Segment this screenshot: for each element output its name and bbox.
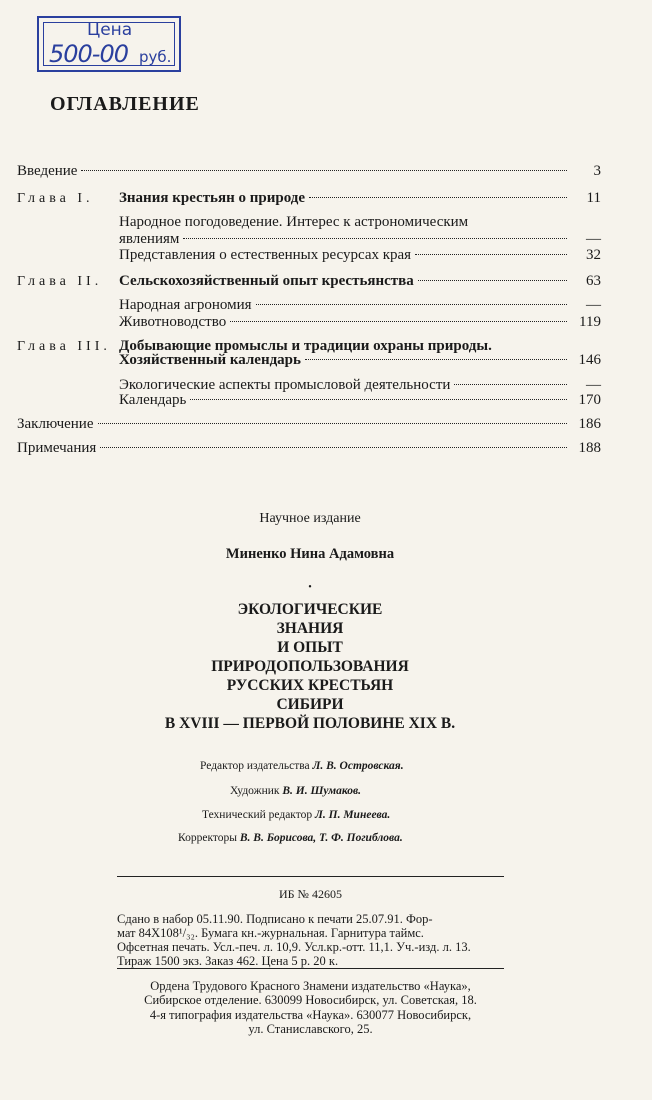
- staff-artist: [230, 785, 361, 797]
- staff-editor: [200, 760, 404, 772]
- book-title-line: ЗНАНИЯ: [276, 620, 344, 637]
- leader-dots: [256, 304, 568, 305]
- publisher-line: ул. Станиславского, 25.: [248, 1022, 373, 1036]
- toc-page: 32: [586, 247, 601, 263]
- staff-name: В. И. Шумаков.: [282, 785, 362, 797]
- book-title-line: СИБИРИ: [276, 696, 344, 713]
- toc-page: 3: [593, 163, 601, 179]
- staff-role: Технический редактор: [202, 809, 313, 821]
- tech-line: Сдано в набор 05.11.90. Подписано к печати 25.07.91. Фор-: [117, 912, 433, 926]
- book-title-line: ПРИРОДОПОЛЬЗОВАНИЯ: [211, 658, 409, 675]
- toc-label: Народная агрономия: [119, 297, 252, 313]
- staff-role: Художник: [230, 785, 280, 797]
- toc-page: 170: [578, 392, 601, 408]
- toc-page: 186: [578, 416, 601, 432]
- toc-page: —: [586, 231, 601, 247]
- staff-name: Л. В. Островская.: [312, 760, 404, 772]
- stamp-price: 500-00: [49, 40, 129, 68]
- toc-label: Животноводство: [119, 314, 227, 330]
- toc-sub-line: Народное погодоведение. Интерес к астрономическим: [119, 214, 469, 230]
- toc-sub-entry: [119, 391, 601, 409]
- printing-house-info: [117, 1008, 504, 1036]
- staff-role: Корректоры: [178, 832, 237, 844]
- staff-name: Л. П. Минеева.: [315, 809, 391, 821]
- toc-label: Примечания: [17, 440, 97, 456]
- toc-label: Введение: [17, 163, 78, 179]
- publisher-line: 4-я типография издательства «Наука». 630077 Новосибирск,: [149, 1008, 472, 1022]
- staff-role: Редактор издательства: [200, 760, 310, 772]
- chapter-number: Глава III.: [17, 339, 111, 354]
- divider-bottom: [117, 968, 504, 969]
- book-title: [150, 600, 470, 733]
- toc-label: Экологические аспекты промысловой деятельности: [119, 377, 451, 393]
- leader-dots: [415, 254, 567, 255]
- publisher-info: [117, 979, 504, 1007]
- separator-bullet: •: [308, 582, 312, 593]
- chapter-title: Знания крестьян о природе: [119, 190, 306, 206]
- chapter-number: Глава I.: [17, 191, 94, 206]
- edition-type: Научное издание: [259, 511, 361, 526]
- toc-chapter-1: [17, 189, 601, 208]
- publisher-line: Сибирское отделение. 630099 Новосибирск, ул. Советская, 18.: [144, 993, 477, 1007]
- toc-label: Календарь: [119, 392, 187, 408]
- price-stamp: [37, 16, 181, 72]
- book-title-line: И ОПЫТ: [277, 639, 343, 656]
- toc-sub-entry: [119, 313, 601, 331]
- leader-dots: [418, 280, 567, 281]
- toc-label: Представления о естественных ресурсах края: [119, 247, 412, 263]
- toc-page: 119: [579, 314, 601, 330]
- toc-label: явлениям: [119, 231, 180, 247]
- toc-entry-intro: [17, 162, 601, 180]
- stamp-label: Цена: [87, 20, 133, 40]
- chapter-title: Сельскохозяйственный опыт крестьянства: [119, 273, 414, 289]
- author-name: Миненко Нина Адамовна: [225, 546, 395, 562]
- toc-entry-conclusion: [17, 415, 601, 433]
- toc-chapter-2: [17, 272, 601, 291]
- publisher-line: Ордена Трудового Красного Знамени издательство «Наука»,: [150, 979, 471, 993]
- ib-number: ИБ № 42605: [278, 887, 342, 901]
- staff-correctors: [178, 832, 403, 844]
- divider-top: [117, 876, 504, 877]
- tech-line: Офсетная печать. Усл.-печ. л. 10,9. Усл.кр.-отт. 11,1. Уч.-изд. л. 13.: [117, 940, 471, 954]
- leader-dots: [190, 399, 567, 400]
- chapter-number: Глава II.: [17, 274, 103, 289]
- leader-dots: [98, 423, 568, 424]
- book-title-line: В XVIII — ПЕРВОЙ ПОЛОВИНЕ XIX В.: [164, 715, 456, 732]
- toc-entry-notes: [17, 439, 601, 457]
- staff-tech-editor: [202, 809, 390, 821]
- toc-page: 63: [586, 273, 601, 289]
- stamp-currency: руб.: [139, 48, 172, 66]
- chapter-title: Хозяйственный календарь: [119, 352, 301, 368]
- toc-page: 11: [586, 190, 601, 206]
- toc-chapter-3-cont: [119, 351, 601, 369]
- leader-dots: [309, 197, 567, 198]
- toc-sub-entry: [119, 246, 601, 264]
- tech-line: мат 84Х108¹/₃₂. Бумага кн.-журнальная. Гарнитура таймс.: [117, 926, 424, 940]
- book-title-line: ЭКОЛОГИЧЕСКИЕ: [237, 601, 383, 618]
- toc-page: —: [586, 377, 601, 393]
- toc-sub-entry: [119, 296, 601, 314]
- leader-dots: [100, 447, 567, 448]
- book-title-line: РУССКИХ КРЕСТЬЯН: [226, 677, 394, 694]
- tech-line: Тираж 1500 экз. Заказ 462. Цена 5 р. 20 к.: [117, 954, 339, 968]
- leader-dots: [230, 321, 567, 322]
- toc-label: Заключение: [17, 416, 94, 432]
- technical-data: [117, 912, 504, 968]
- page-title: ОГЛАВЛЕНИЕ: [50, 93, 200, 115]
- leader-dots: [305, 359, 567, 360]
- toc-page: 146: [578, 352, 601, 368]
- leader-dots: [183, 238, 567, 239]
- staff-name: В. В. Борисова, Т. Ф. Погиблова.: [239, 832, 403, 844]
- leader-dots: [454, 384, 567, 385]
- toc-page: —: [586, 297, 601, 313]
- leader-dots: [81, 170, 567, 171]
- chapter-title: Добывающие промыслы и традиции охраны природы.: [119, 338, 492, 354]
- toc-page: 188: [578, 440, 601, 456]
